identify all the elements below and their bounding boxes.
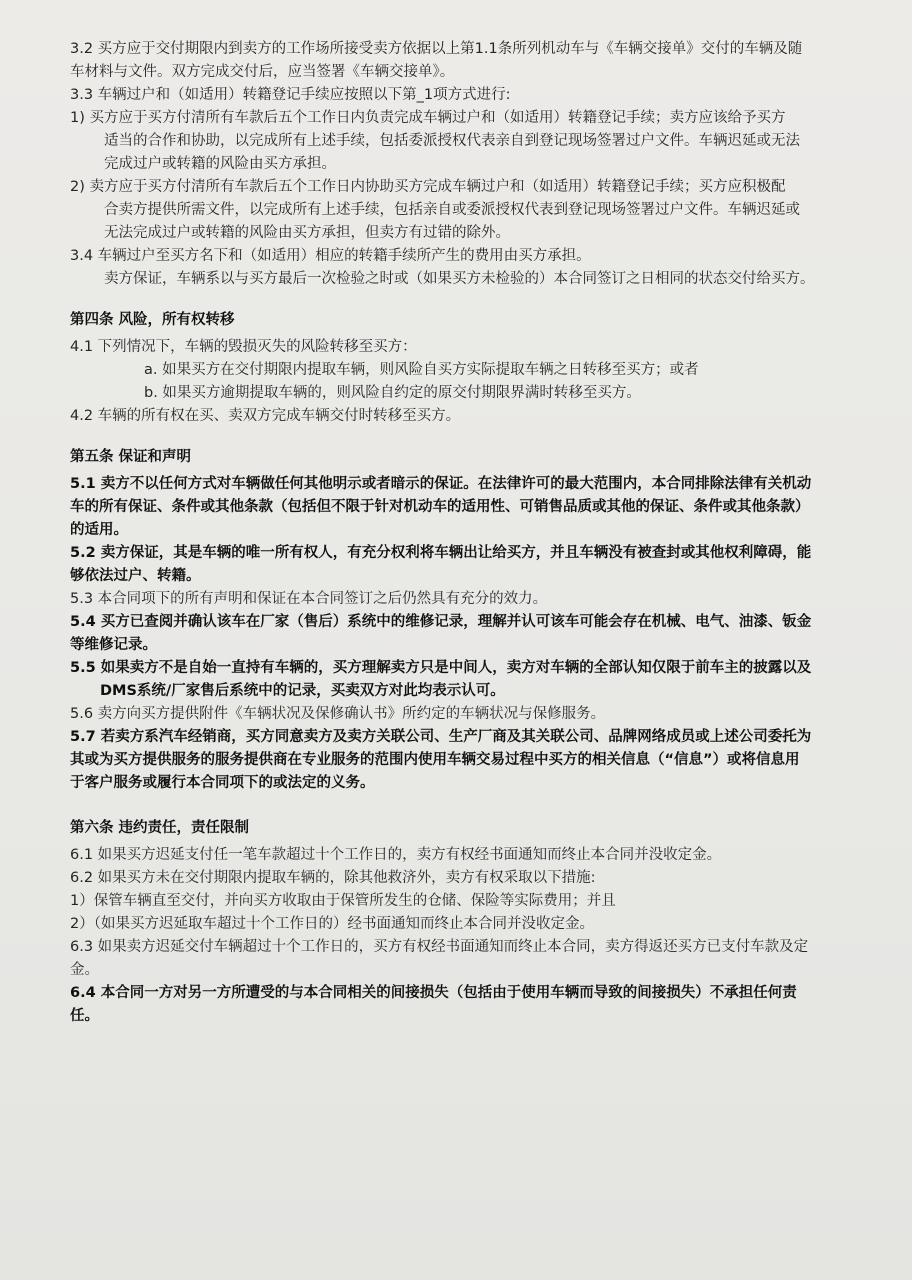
clause-5-4-line-1: 5.4 买方已查阅并确认该车在厂家（售后）系统中的维修记录，理解并认可该车可能会存在机械、电气、油漆、钣金 (70, 614, 812, 630)
clause-5-5-line-1: 5.5 如果卖方不是自始一直持有车辆的，买方理解卖方只是中间人，卖方对车辆的全部认知仅限于前车主的披露以及 (70, 660, 812, 676)
clause-3-4: 3.4 车辆过户至买方名下和（如适用）相应的转籍手续所产生的费用由买方承担。 (70, 248, 591, 264)
clause-5-6: 5.6 卖方向买方提供附件《车辆状况及保修确认书》所约定的车辆状况与保修服务。 (70, 706, 606, 722)
clause-5-4-line-2: 等维修记录。 (70, 637, 157, 653)
clause-4-1-a: a. 如果买方在交付期限内提取车辆，则风险自买方实际提取车辆之日转移至买方；或者 (144, 362, 699, 378)
section-3 (70, 38, 868, 291)
section-6-title: 第六条 违约责任，责任限制 (70, 820, 250, 836)
clause-6-3-line-1: 6.3 如果卖方迟延交付车辆超过十个工作日的，买方有权经书面通知而终止本合同，卖方得返还买方已支付车款及定 (70, 939, 809, 955)
clause-4-2: 4.2 车辆的所有权在买、卖双方完成车辆交付时转移至买方。 (70, 408, 461, 424)
clause-4-1-b: b. 如果买方逾期提取车辆的，则风险自约定的原交付期限界满时转移至买方。 (144, 385, 641, 401)
clause-3-3-2-line-1: 2) 卖方应于买方付清所有车款后五个工作日内协助买方完成车辆过户和（如适用）转籍登记手续；买方应积极配 (70, 179, 786, 195)
clause-6-2-2: 2）（如果买方迟延取车超过十个工作日的）经书面通知而终止本合同并没收定金。 (70, 916, 594, 932)
clause-5-1-line-1: 5.1 卖方不以任何方式对车辆做任何其他明示或者暗示的保证。在法律许可的最大范围内，本合同排除法律有关机动 (70, 476, 812, 492)
clause-3-3-2-line-2: 合卖方提供所需文件，以完成所有上述手续，包括亲自或委派授权代表到登记现场签署过户文件。车辆迟延或 (104, 202, 800, 218)
clause-6-2-1: 1）保管车辆直至交付，并向买方收取由于保管所发生的仓储、保险等实际费用；并且 (70, 893, 616, 909)
section-5-title: 第五条 保证和声明 (70, 449, 192, 465)
clause-3-3-1-line-2: 适当的合作和协助，以完成所有上述手续，包括委派授权代表亲自到登记现场签署过户文件。车辆迟延或无法 (104, 133, 800, 149)
clause-5-1-line-2: 车的所有保证、条件或其他条款（包括但不限于针对机动车的适用性、可销售品质或其他的保证、条件或其他条款） (70, 499, 810, 515)
clause-3-3-1-line-3: 完成过户或转籍的风险由买方承担。 (104, 156, 336, 172)
clause-6-4-line-2: 任。 (70, 1008, 99, 1024)
section-4 (70, 309, 868, 428)
clause-5-2-line-1: 5.2 卖方保证，其是车辆的唯一所有权人，有充分权利将车辆出让给买方，并且车辆没有被查封或其他权利障碍，能 (70, 545, 812, 561)
section-6 (70, 817, 868, 1028)
clause-3-3-1-line-1: 1) 买方应于买方付清所有车款后五个工作日内负责完成车辆过户和（如适用）转籍登记手续；卖方应该给予买方 (70, 110, 786, 126)
clause-6-1: 6.1 如果买方迟延支付任一笔车款超过十个工作日的，卖方有权经书面通知而终止本合同并没收定金。 (70, 847, 722, 863)
section-4-title: 第四条 风险，所有权转移 (70, 312, 235, 328)
clause-6-2: 6.2 如果买方未在交付期限内提取车辆的，除其他救济外，卖方有权采取以下措施: (70, 870, 596, 886)
clause-5-5-line-2: DMS系统/厂家售后系统中的记录，买卖双方对此均表示认可。 (100, 683, 505, 699)
clause-5-7-line-2: 其或为买方提供服务的服务提供商在专业服务的范围内使用车辆交易过程中买方的相关信息（“信息”）或将信息用 (70, 752, 800, 768)
clause-3-3-2-line-3: 无法完成过户或转籍的风险由买方承担，但卖方有过错的除外。 (104, 225, 510, 241)
section-5 (70, 446, 868, 795)
clause-5-2-line-2: 够依法过户、转籍。 (70, 568, 201, 584)
clause-3-2-line-2: 车材料与文件。双方完成交付后，应当签署《车辆交接单》。 (70, 64, 455, 80)
clause-3-3: 3.3 车辆过户和（如适用）转籍登记手续应按照以下第_1项方式进行: (70, 87, 511, 103)
clause-4-1: 4.1 下列情况下，车辆的毁损灭失的风险转移至买方： (70, 339, 417, 355)
clause-6-3-line-2: 金。 (70, 962, 99, 978)
clause-5-7-line-1: 5.7 若卖方系汽车经销商，买方同意卖方及卖方关联公司、生产厂商及其关联公司、品牌网络成员或上述公司委托为 (70, 729, 812, 745)
clause-5-3: 5.3 本合同项下的所有声明和保证在本合同签订之后仍然具有充分的效力。 (70, 591, 548, 607)
clause-6-4-line-1: 6.4 本合同一方对另一方所遭受的与本合同相关的间接损失（包括由于使用车辆而导致的间接损失）不承担任何责 (70, 985, 797, 1001)
clause-5-7-line-3: 于客户服务或履行本合同项下的或法定的义务。 (70, 775, 375, 791)
clause-5-1-line-3: 的适用。 (70, 522, 128, 538)
clause-3-4-warranty: 卖方保证，车辆系以与买方最后一次检验之时或（如果买方未检验的）本合同签订之日相同的状态交付给买方。 (104, 271, 815, 287)
clause-3-2-line-1: 3.2 买方应于交付期限内到卖方的工作场所接受卖方依据以上第1.1条所列机动车与《车辆交接单》交付的车辆及随 (70, 41, 803, 57)
